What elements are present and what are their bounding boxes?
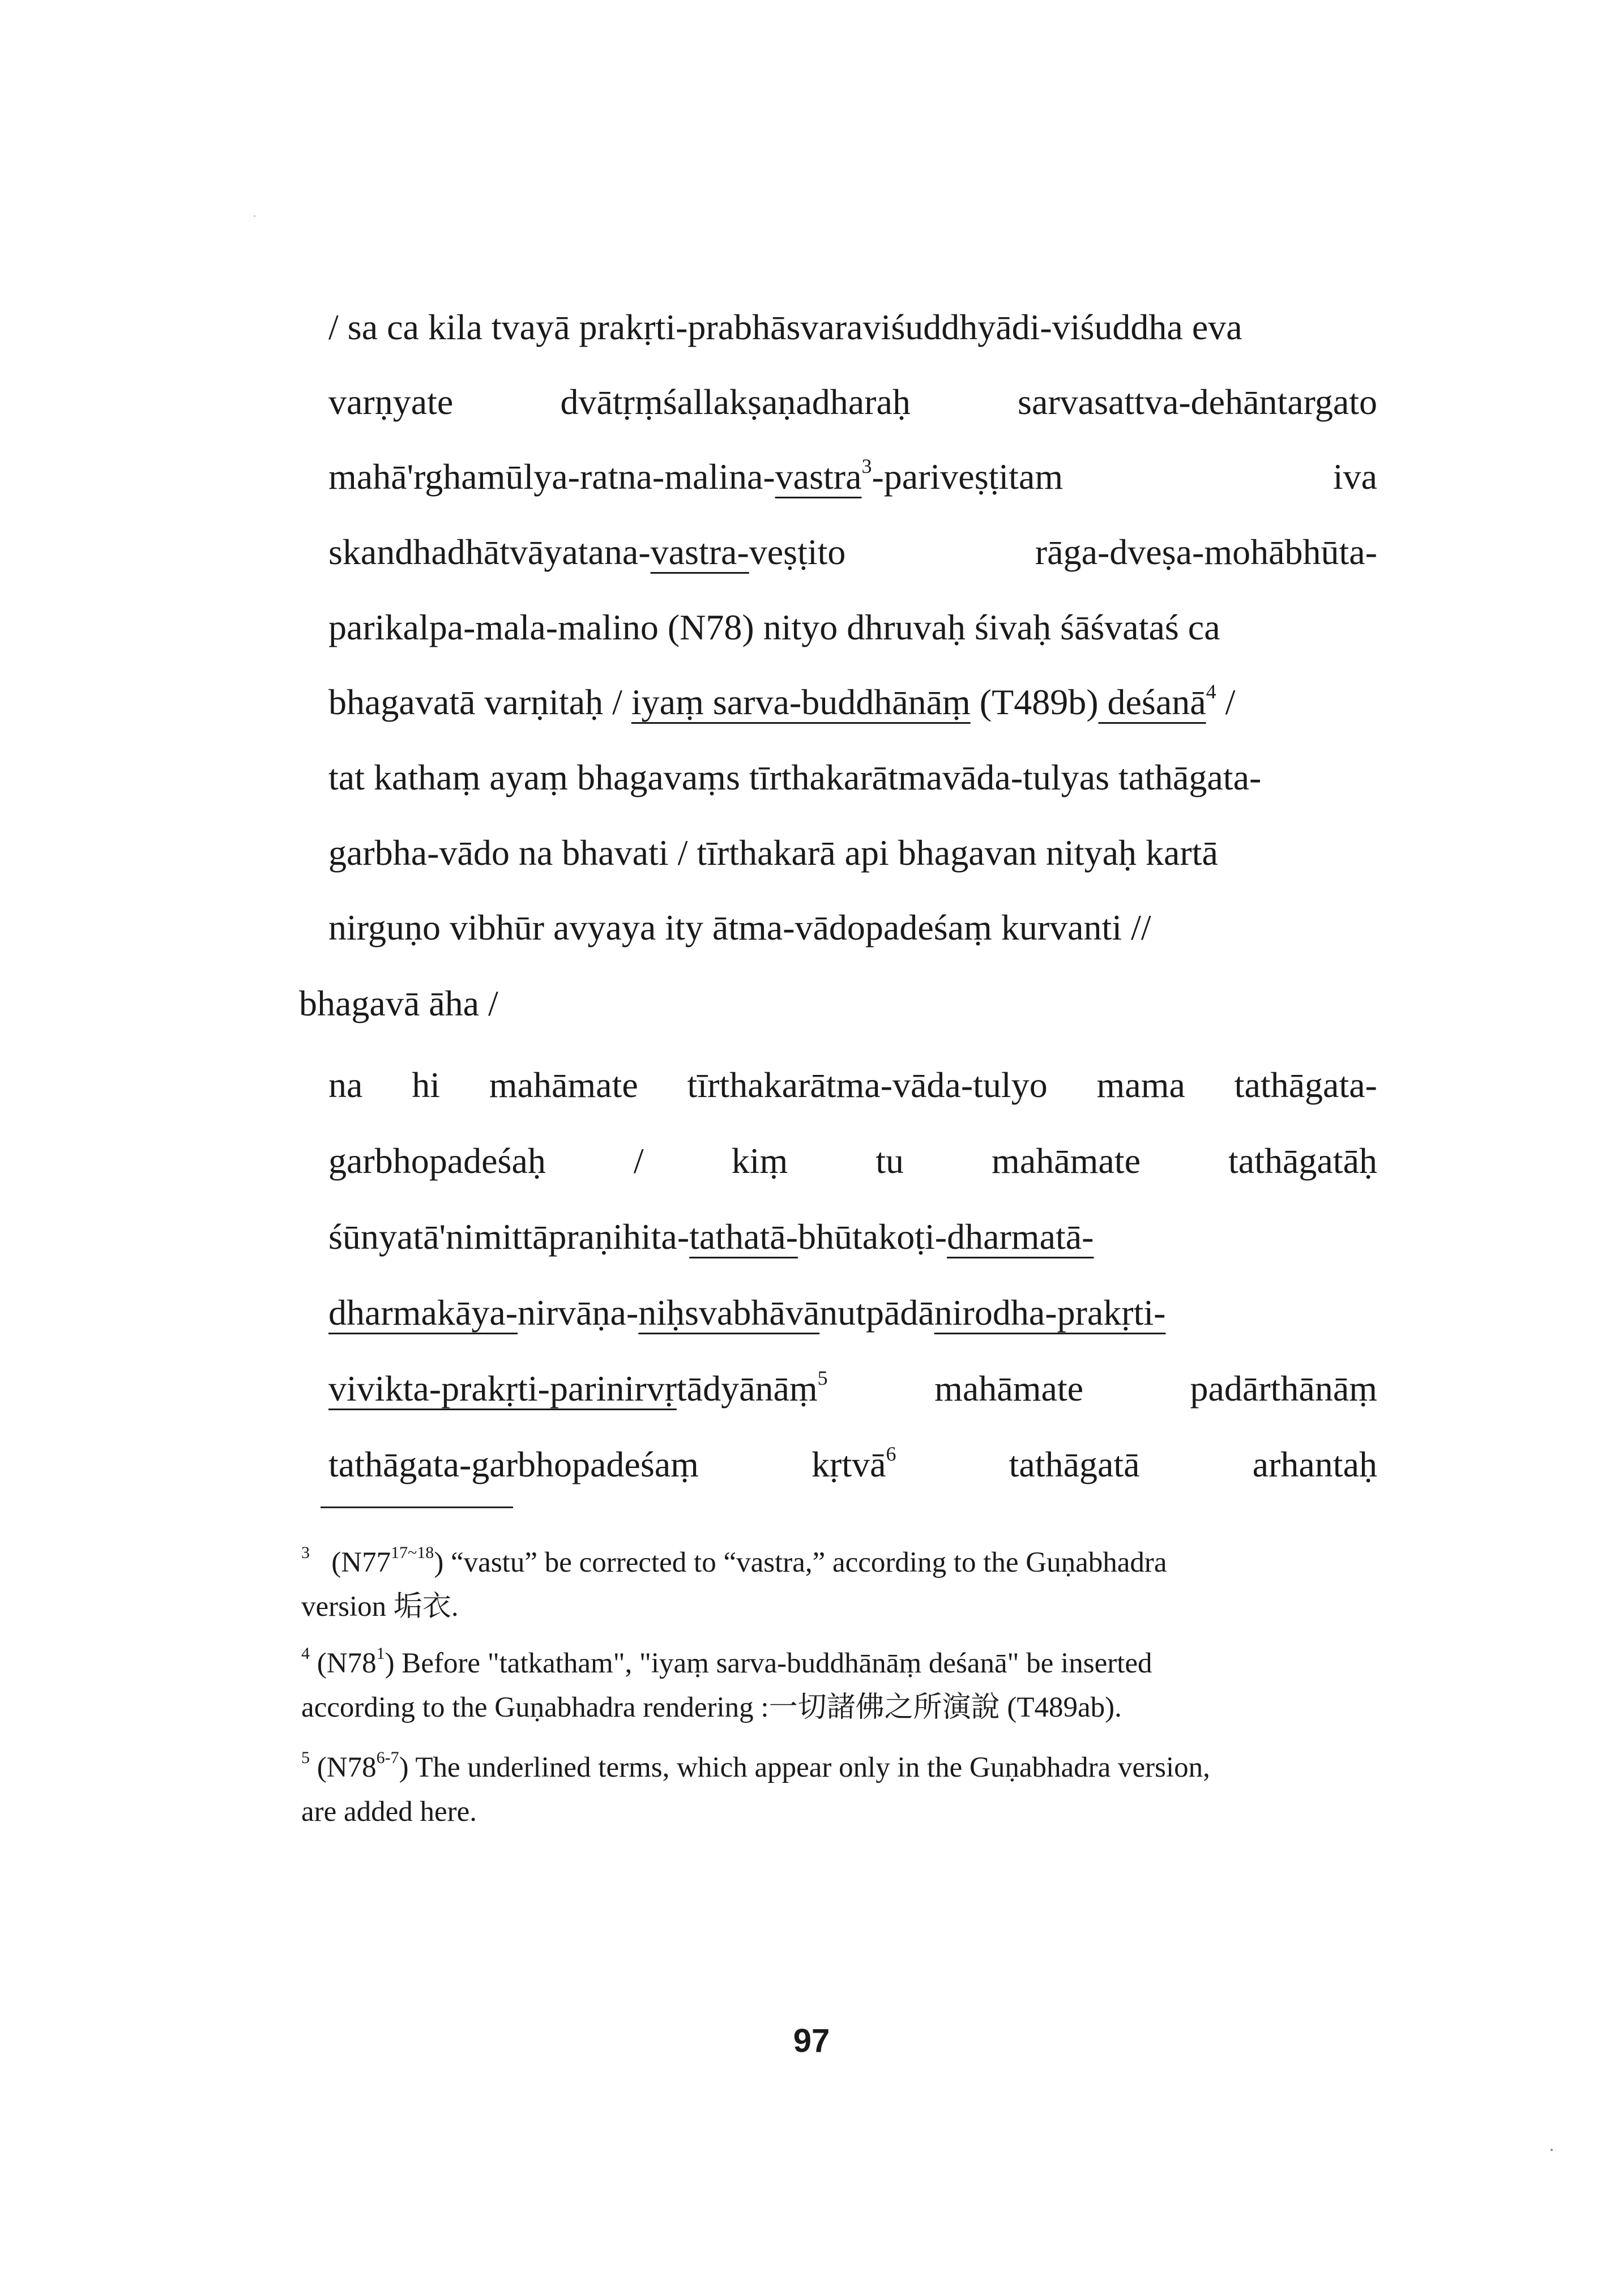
text-line-7: tat kathaṃ ayaṃ bhagavaṃs tīrthakarātmavāda-tulyas tathāgata- bbox=[328, 757, 1262, 797]
underlined-term: iyaṃ sarva-buddhānāṃ bbox=[631, 682, 971, 722]
word: mahāmate bbox=[489, 1065, 638, 1105]
text-line-14 bbox=[328, 1366, 1377, 1411]
underlined-term: dharmatā- bbox=[947, 1217, 1094, 1257]
word: na bbox=[328, 1065, 363, 1105]
text-line-11 bbox=[328, 1138, 1377, 1184]
page-number: 97 bbox=[793, 2022, 830, 2059]
word: arhantaḥ bbox=[1252, 1444, 1377, 1484]
segment: mahā'rghamūlya-ratna-malina-vastra$^3$-pariveṣṭitam bbox=[328, 455, 1064, 497]
underlined-term: vastra bbox=[775, 456, 862, 497]
underlined-term: nirodha-prakṛti- bbox=[934, 1292, 1166, 1333]
word: mama bbox=[1096, 1065, 1185, 1105]
footnote-number: 3 bbox=[301, 1543, 310, 1562]
word: padārthānāṃ bbox=[1190, 1368, 1377, 1409]
word: varṇyate bbox=[328, 382, 454, 422]
text-line-1: / sa ca kila tvayā prakṛti-prabhāsvaraviśuddhyādi-viśuddha eva bbox=[328, 307, 1242, 347]
footnote-ref-4: 4 bbox=[1206, 680, 1216, 703]
word: tathāgatāḥ bbox=[1228, 1141, 1377, 1181]
word: tathāgatā bbox=[1009, 1444, 1140, 1484]
word: mahāmate bbox=[992, 1141, 1141, 1181]
footnote-ref-5: 5 bbox=[817, 1367, 828, 1389]
footnote-separator bbox=[321, 1507, 513, 1508]
text-line-3 bbox=[328, 454, 1377, 500]
text-line-6: bhagavatā varṇitaḥ / iyaṃ sarva-buddhānāṃ (T489b) deśanā$^4$ / bbox=[328, 680, 1236, 722]
word: sarvasattva-dehāntargato bbox=[1018, 382, 1377, 422]
text-line-12: śūnyatā'nimittāpraṇihita-tathatā-bhūtakoṭi-dharmatā- bbox=[328, 1217, 1094, 1257]
word: iva bbox=[1332, 456, 1377, 497]
footnote-5: $^5$ (N78$^{6-7}$) The underlined terms, which appear only in the Guṇabhadra version, are added here. bbox=[301, 1748, 1210, 1828]
text-line-5: parikalpa-mala-malino (N78) nityo dhruvaḥ śivaḥ śāśvataś ca bbox=[328, 607, 1220, 647]
word: hi bbox=[412, 1065, 440, 1105]
word: tīrthakarātma-vāda-tulyo bbox=[687, 1065, 1048, 1105]
word: rāga-dveṣa-mohābhūta- bbox=[1035, 532, 1377, 572]
underlined-term: niḥsvabhāvā bbox=[638, 1292, 820, 1333]
word: garbhopadeśaḥ bbox=[328, 1141, 546, 1181]
segment: vivikta-prakṛti-parinirvṛtādyānāṃ$^5$ bbox=[328, 1367, 828, 1409]
footnote-4: $^4$ $(N78^1)$ Before "tatkatham", "iyaṃ sarva-buddhānāṃ deśanā" be inserted according to the Guṇabhadra rendering :一切諸佛之所演說 (T489ab). bbox=[301, 1644, 1152, 1723]
word: tathāgata- bbox=[1234, 1065, 1377, 1105]
text-line-13: dharmakāya-nirvāṇa-niḥsvabhāvānutpādānirodha-prakṛti- bbox=[328, 1292, 1166, 1333]
word: tathāgata-garbhopadeśaṃ bbox=[328, 1444, 699, 1484]
underlined-term: dharmakāya- bbox=[328, 1292, 518, 1333]
underlined-term: deśanā bbox=[1098, 682, 1206, 722]
underlined-term: vastra- bbox=[650, 532, 749, 572]
text-line-4 bbox=[328, 530, 1377, 575]
underlined-term: tathatā- bbox=[689, 1217, 798, 1257]
text-line-8: garbha-vādo na bhavati / tīrthakarā api bhagavan nityaḥ kartā bbox=[328, 833, 1218, 873]
scan-speck bbox=[1551, 2149, 1553, 2151]
footnote-ref-3: 3 bbox=[861, 455, 872, 477]
scan-speck bbox=[254, 215, 255, 217]
text-line-10 bbox=[328, 1062, 1377, 1108]
text-line-9: nirguṇo vibhūr avyaya ity ātma-vādopadeśaṃ kurvanti // bbox=[328, 907, 1151, 948]
footnote-ref-6: 6 bbox=[886, 1443, 896, 1465]
segment: skandhadhātvāyatana-vastra-veṣṭito bbox=[328, 532, 846, 572]
text-line-15 bbox=[328, 1442, 1377, 1487]
segment: kṛtvā$^6$ bbox=[812, 1443, 896, 1484]
word: kiṃ bbox=[731, 1141, 788, 1181]
speaker-heading: bhagavā āha / bbox=[299, 983, 498, 1023]
footnote-number: 5 bbox=[301, 1748, 310, 1767]
word: tu bbox=[875, 1141, 904, 1181]
text-line-2 bbox=[328, 379, 1377, 425]
underlined-term: vivikta-prakṛti-parinirvṛ bbox=[328, 1368, 677, 1409]
word: / bbox=[633, 1141, 644, 1181]
word: mahāmate bbox=[934, 1368, 1084, 1409]
footnote-3: $^3$ $(N77^{17\sim 18})$ “vastu” be corrected to “vastra,” according to the Guṇabhadra version 垢衣. bbox=[301, 1543, 1167, 1623]
footnote-number: 4 bbox=[301, 1644, 310, 1663]
word: dvātṛṃśallakṣaṇadharaḥ bbox=[560, 382, 911, 422]
